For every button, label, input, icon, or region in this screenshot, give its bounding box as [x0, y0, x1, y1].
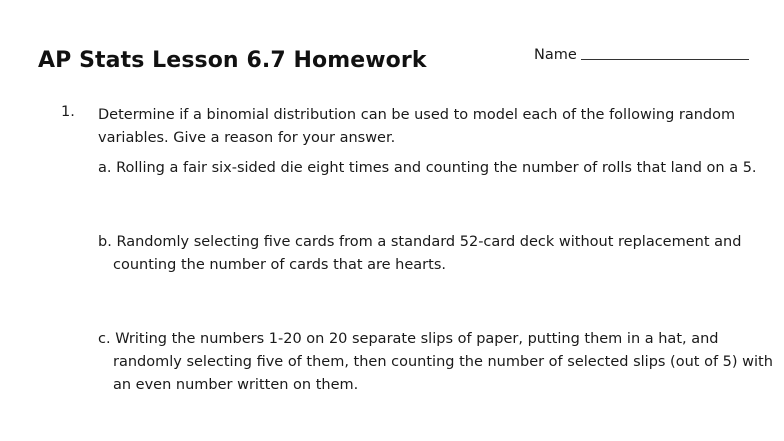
name-field — [534, 45, 749, 63]
name-blank-line — [581, 45, 749, 60]
part-c-line — [98, 328, 738, 351]
part-b-text: Randomly selecting five cards from a standard 52-card deck without replacement and — [116, 234, 742, 250]
part-b-label: b. — [98, 234, 112, 250]
part-b-continuation: counting the number of cards that are hearts. — [113, 257, 446, 273]
question-text-line: Determine if a binomial distribution can be used to model each of the following random — [98, 107, 736, 123]
question-text — [98, 104, 736, 150]
part-a-label: a. — [98, 160, 112, 176]
question-text-line: variables. Give a reason for your answer. — [98, 130, 396, 146]
part-c-continuation: an even number written on them. — [113, 377, 359, 393]
part-b-line — [98, 231, 742, 254]
name-label: Name — [534, 47, 577, 63]
part-c-label: c. — [98, 331, 111, 347]
part-c-continuation: randomly selecting five of them, then counting the number of selected slips (out of 5) with — [113, 354, 773, 370]
part-b — [98, 231, 742, 277]
question-number: 1. — [61, 104, 75, 120]
page-title: AP Stats Lesson 6.7 Homework — [38, 48, 427, 73]
part-a-text: Rolling a fair six-sided die eight times and counting the number of rolls that land on a 5. — [116, 160, 757, 176]
part-a-line — [98, 157, 757, 180]
part-c-text: Writing the numbers 1-20 on 20 separate slips of paper, putting them in a hat, and — [115, 331, 719, 347]
part-c — [98, 328, 773, 397]
part-a — [98, 157, 757, 180]
